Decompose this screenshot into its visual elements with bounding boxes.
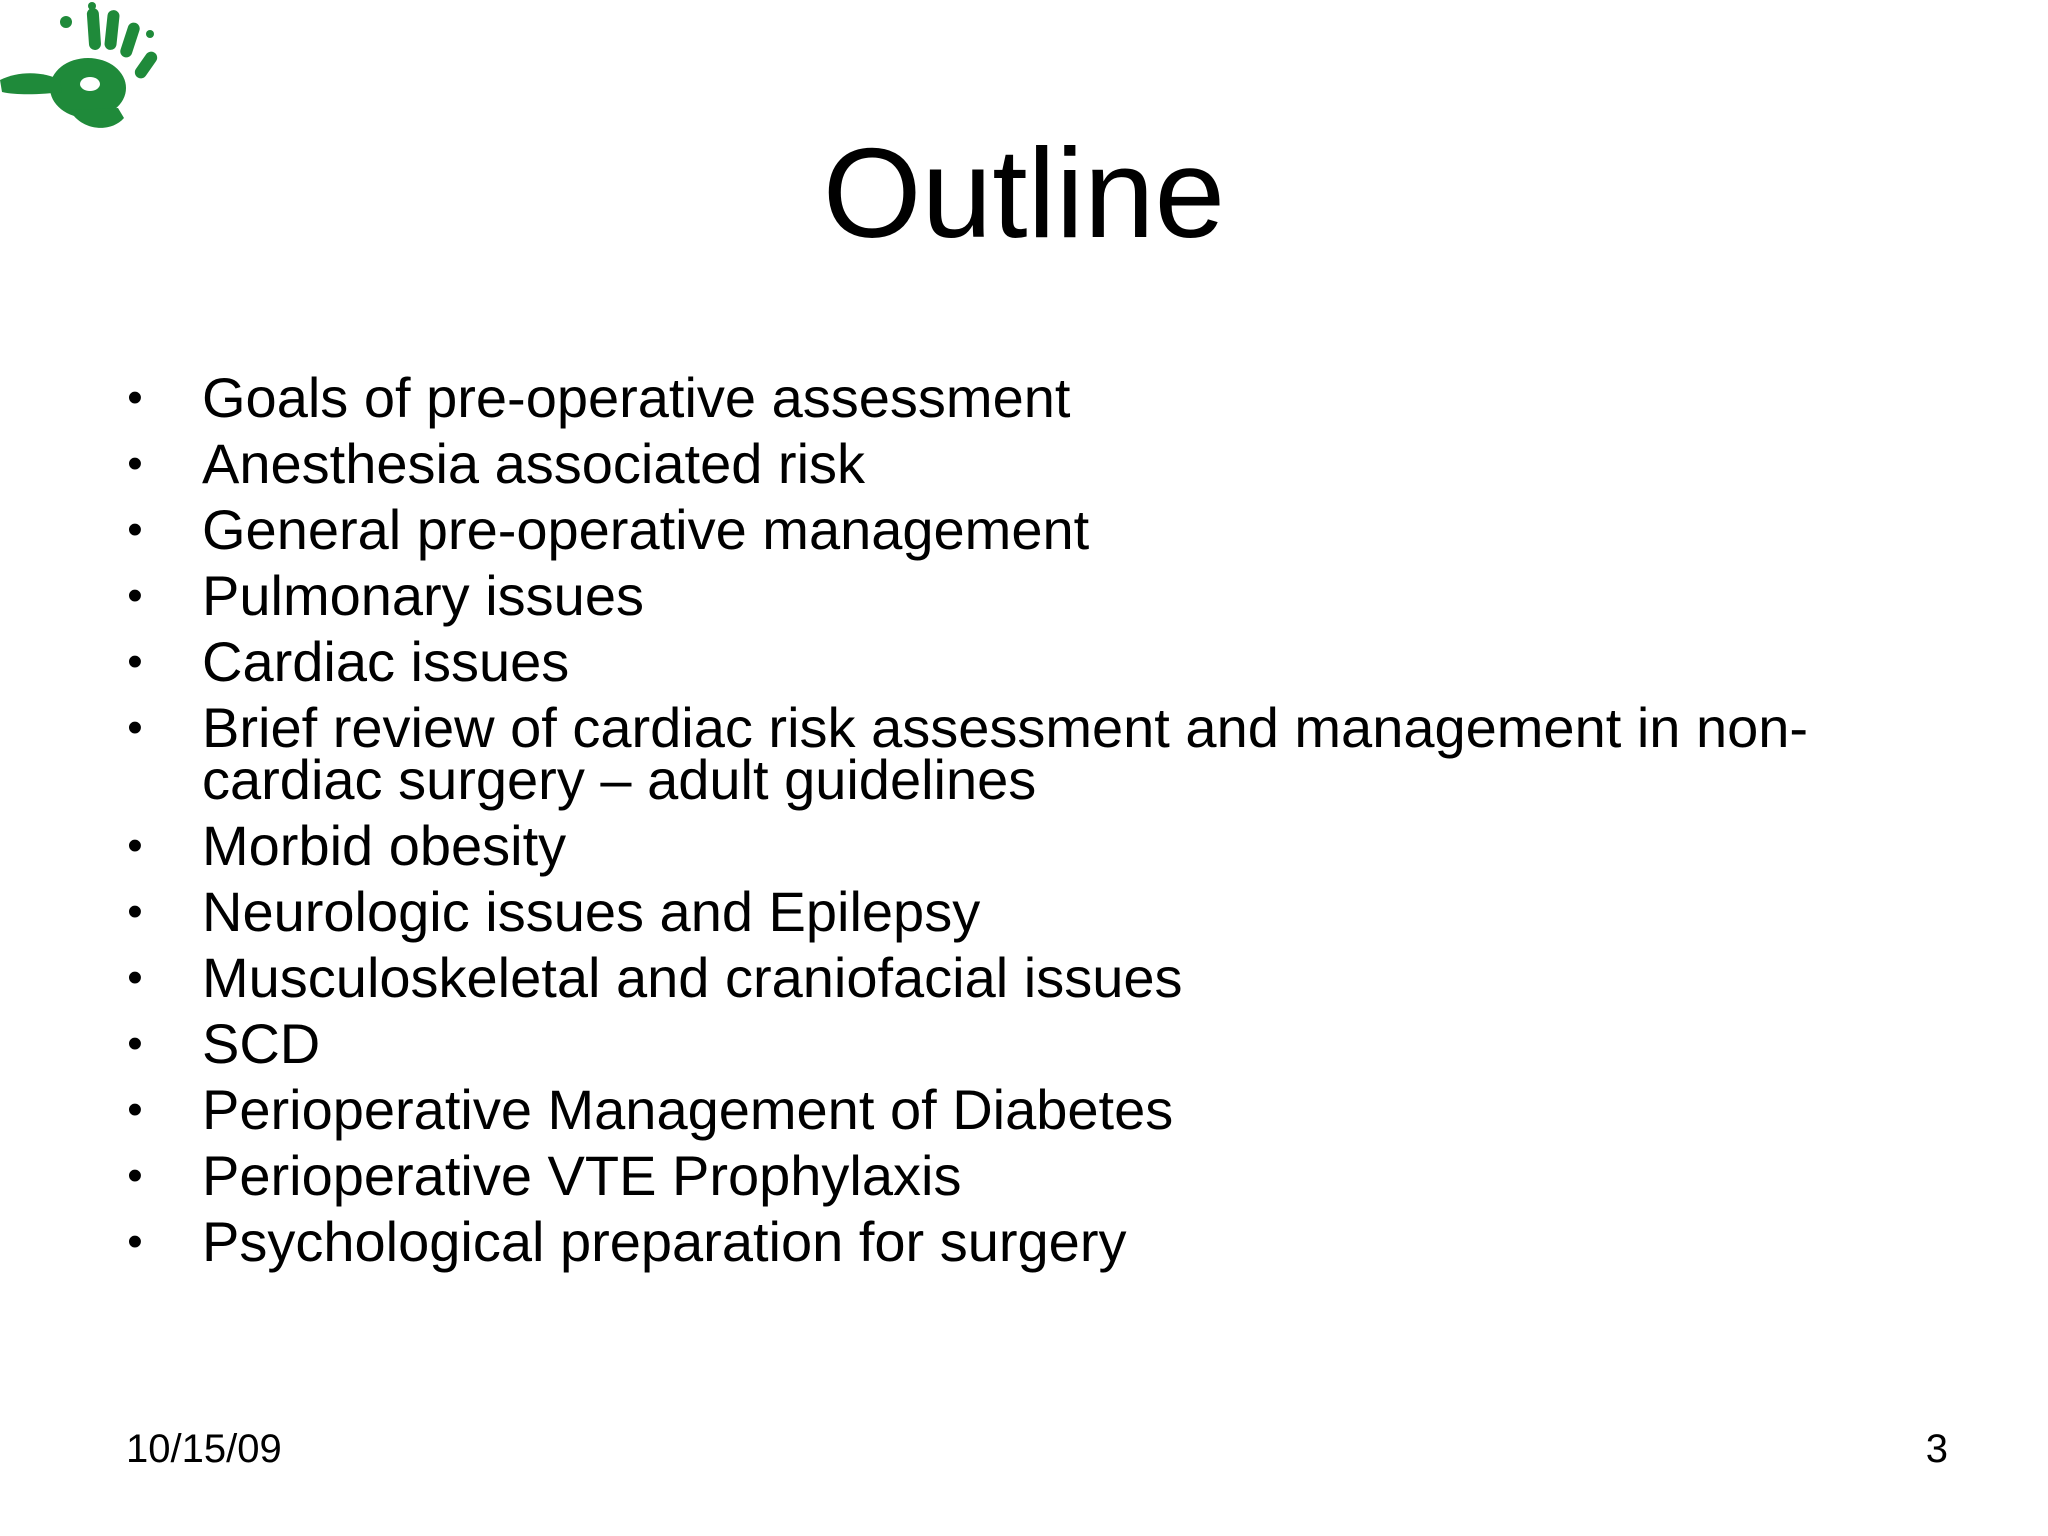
list-item-text: Brief review of cardiac risk assessment and management in non-cardiac surgery – adult guidelines	[202, 696, 1809, 811]
bullet-icon: •	[127, 1085, 143, 1134]
list-item-text: Psychological preparation for surgery	[202, 1210, 1127, 1273]
outline-list	[120, 366, 1920, 1282]
list-item	[120, 1012, 1920, 1075]
list-item	[120, 630, 1920, 693]
bullet-icon: •	[127, 373, 143, 422]
list-item	[120, 366, 1920, 429]
list-item-text: Pulmonary issues	[202, 564, 644, 627]
list-item	[120, 498, 1920, 561]
list-item-text: Cardiac issues	[202, 630, 570, 693]
list-item-text: Perioperative Management of Diabetes	[202, 1078, 1174, 1141]
footer-date: 10/15/09	[126, 1427, 282, 1471]
list-item	[120, 1078, 1920, 1141]
list-item-text: Neurologic issues and Epilepsy	[202, 880, 981, 943]
bullet-icon: •	[127, 887, 143, 936]
bullet-icon: •	[127, 571, 143, 620]
bullet-icon: •	[127, 1217, 143, 1266]
list-item	[120, 1210, 1920, 1273]
list-item-text: General pre-operative management	[202, 498, 1090, 561]
bullet-icon: •	[127, 505, 143, 554]
slide-title: Outline	[822, 122, 1226, 264]
list-item-text: SCD	[202, 1012, 321, 1075]
list-item	[120, 946, 1920, 1009]
bullet-icon: •	[127, 821, 143, 870]
bullet-icon: •	[127, 953, 143, 1002]
list-item-text: Perioperative VTE Prophylaxis	[202, 1144, 962, 1207]
page-number: 3	[1925, 1427, 1948, 1471]
bullet-icon: •	[127, 439, 143, 488]
list-item	[120, 814, 1920, 877]
list-item	[120, 1144, 1920, 1207]
list-item	[120, 432, 1920, 495]
list-item	[120, 880, 1920, 943]
list-item	[120, 564, 1920, 627]
bullet-icon: •	[127, 1151, 143, 1200]
list-item-text: Goals of pre-operative assessment	[202, 366, 1071, 429]
bullet-icon: •	[127, 637, 143, 686]
bullet-icon: •	[127, 1019, 143, 1068]
list-item-text: Anesthesia associated risk	[202, 432, 866, 495]
list-item	[120, 696, 1920, 811]
list-item-text: Musculoskeletal and craniofacial issues	[202, 946, 1183, 1009]
list-item-text: Morbid obesity	[202, 814, 567, 877]
bullet-icon: •	[127, 703, 143, 752]
